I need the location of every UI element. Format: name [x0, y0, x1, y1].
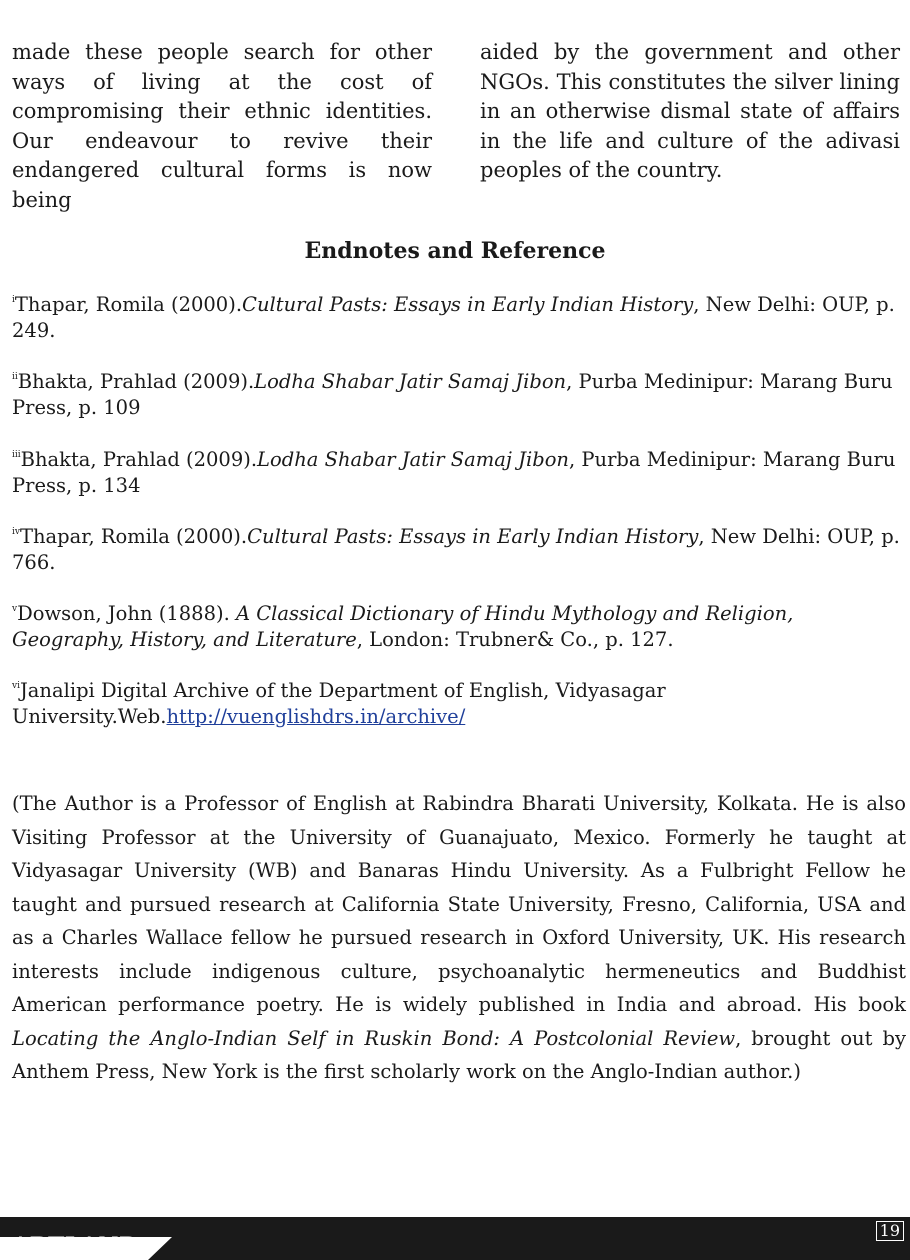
- endnote-author: Thapar, Romila (2000).: [14, 293, 243, 316]
- body-columns: [12, 38, 900, 215]
- page-number: 19: [876, 1221, 904, 1241]
- body-column-right: aided by the government and other NGOs. This constitutes the silver lining in an otherwise dismal state of affairs in the life and culture of the adivasi peoples of the country.: [480, 40, 900, 182]
- endnote-author: Bhakta, Prahlad (2009).: [17, 370, 255, 393]
- endnotes-heading: Endnotes and Reference: [304, 238, 606, 264]
- endnote-work-title: Lodha Shabar Jatir Samaj Jibon: [254, 370, 567, 393]
- magazine-brand: ARTLAND: [12, 1233, 139, 1259]
- endnote-5: [12, 601, 812, 653]
- endnote-work-title: Lodha Shabar Jatir Samaj Jibon: [257, 448, 569, 471]
- endnote-marker: v: [12, 604, 18, 614]
- endnote-author: Dowson, John (1888).: [17, 602, 236, 625]
- endnote-publisher: , New Delhi: OUP, p. 766.: [12, 525, 900, 574]
- endnote-publisher: , Purba Medinipur: Marang Buru Press, p. 134: [12, 448, 896, 497]
- endnote-author: Thapar, Romila (2000).: [19, 525, 248, 548]
- endnote-marker: ii: [12, 372, 18, 382]
- endnote-marker: iv: [12, 527, 20, 537]
- endnote-publisher: , Purba Medinipur: Marang Buru Press, p. 109: [12, 370, 893, 419]
- endnote-work-title: A Classical Dictionary of Hindu Mythology and Religion, Geography, History, and Literature: [12, 602, 794, 651]
- endnote-work-title: Cultural Pasts: Essays in Early Indian History: [242, 293, 694, 316]
- endnote-author: Janalipi Digital Archive of the Department of English, Vidyasagar University.Web.: [12, 679, 666, 728]
- endnote-work-title: Cultural Pasts: Essays in Early Indian History: [247, 525, 699, 548]
- endnote-publisher: , London: Trubner& Co., p. 127.: [356, 628, 674, 651]
- endnote-6: [12, 678, 702, 730]
- endnote-publisher: , New Delhi: OUP, p. 249.: [12, 293, 895, 342]
- endnote-2: [12, 369, 902, 421]
- body-column-left: made these people search for other ways of living at the cost of compromising their ethnic identities. Our endeavour to revive their endangered cultural forms is now being: [12, 40, 432, 212]
- author-book-title: Locating the Anglo-Indian Self in Ruskin Bond: A Postcolonial Review: [12, 1026, 736, 1050]
- endnote-marker: vi: [12, 681, 20, 691]
- author-bio-text: (The Author is a Professor of English at Rabindra Bharati University, Kolkata. He is also Visiting Professor at the University of Guanajuato, Mexico. Formerly he taught at Vidyasagar University (WB) and Banaras Hindu University. As a Fulbright Fellow he taught and pursued research at California State University, Fresno, California, USA and as a Charles Wallace fellow he pursued research in Oxford University, UK. His research interests include indigenous culture, psychoanalytic hermeneutics and Buddhist American performance poetry. He is widely published in India and abroad. His book: [12, 792, 906, 1016]
- author-bio-text-end: , brought out by Anthem Press, New York is the first scholarly work on the Anglo-Indian author.): [12, 1026, 906, 1083]
- endnote-author: Bhakta, Prahlad (2009).: [20, 448, 258, 471]
- archive-link[interactable]: http://vuenglishdrs.in/archive/: [166, 705, 466, 728]
- endnote-1: [12, 292, 902, 344]
- endnote-marker: iii: [12, 450, 21, 460]
- endnote-3: [12, 447, 902, 499]
- endnote-4: [12, 524, 902, 576]
- endnote-marker: i: [12, 295, 15, 305]
- author-bio: [12, 787, 906, 1089]
